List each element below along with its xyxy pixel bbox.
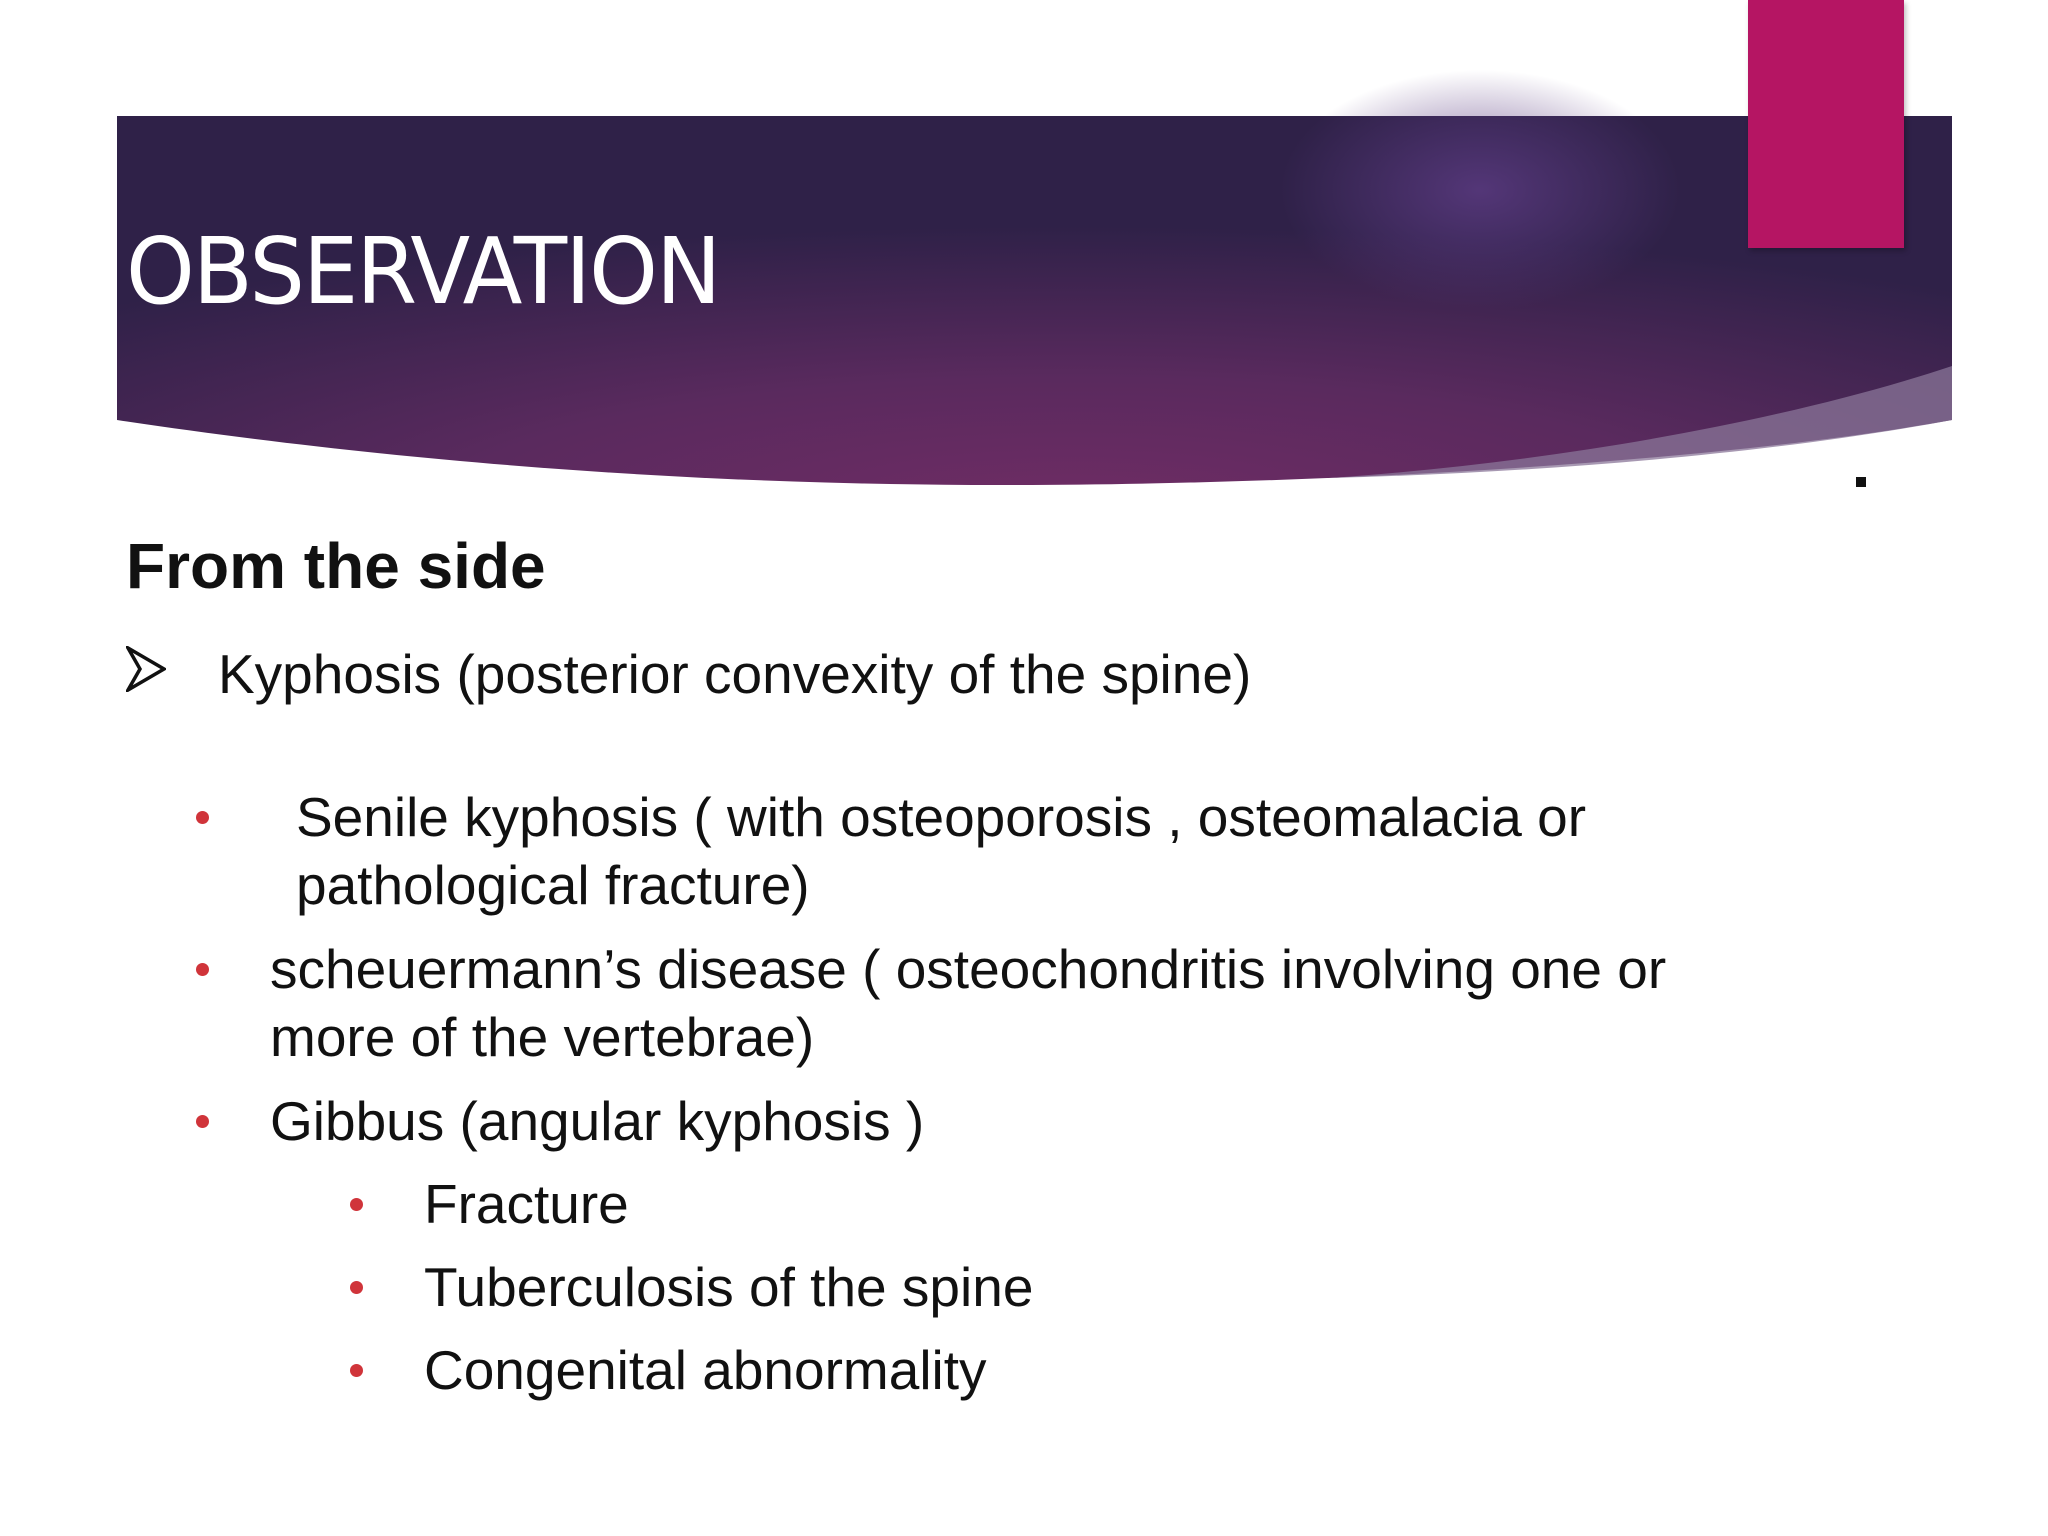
round-dot-bullet-icon bbox=[196, 963, 209, 976]
list-item-line: Gibbus (angular kyphosis ) bbox=[270, 1090, 925, 1152]
round-dot-bullet-icon bbox=[350, 1198, 363, 1211]
round-dot-bullet-icon bbox=[196, 811, 209, 824]
sub-list-item: Fracture bbox=[424, 1173, 629, 1235]
arrowhead-bullet-icon bbox=[126, 646, 166, 692]
round-dot-bullet-icon bbox=[196, 1115, 209, 1128]
main-point-text: Kyphosis (posterior convexity of the spine) bbox=[218, 643, 1252, 705]
sub-list-item: Tuberculosis of the spine bbox=[424, 1256, 1034, 1318]
list-item-line: Senile kyphosis ( with osteoporosis , osteomalacia or bbox=[296, 786, 1587, 848]
round-dot-bullet-icon bbox=[350, 1364, 363, 1377]
sub-list-item: Congenital abnormality bbox=[424, 1339, 987, 1401]
subheading: From the side bbox=[126, 530, 546, 602]
slide-title: OBSERVATION bbox=[126, 218, 720, 325]
slide-marker bbox=[1856, 477, 1866, 487]
list-item-line: more of the vertebrae) bbox=[270, 1006, 815, 1068]
list-item-line: pathological fracture) bbox=[296, 854, 810, 916]
list-item-line: scheuermann’s disease ( osteochondritis involving one or bbox=[270, 938, 1667, 1000]
accent-tab bbox=[1748, 0, 1904, 248]
round-dot-bullet-icon bbox=[350, 1281, 363, 1294]
